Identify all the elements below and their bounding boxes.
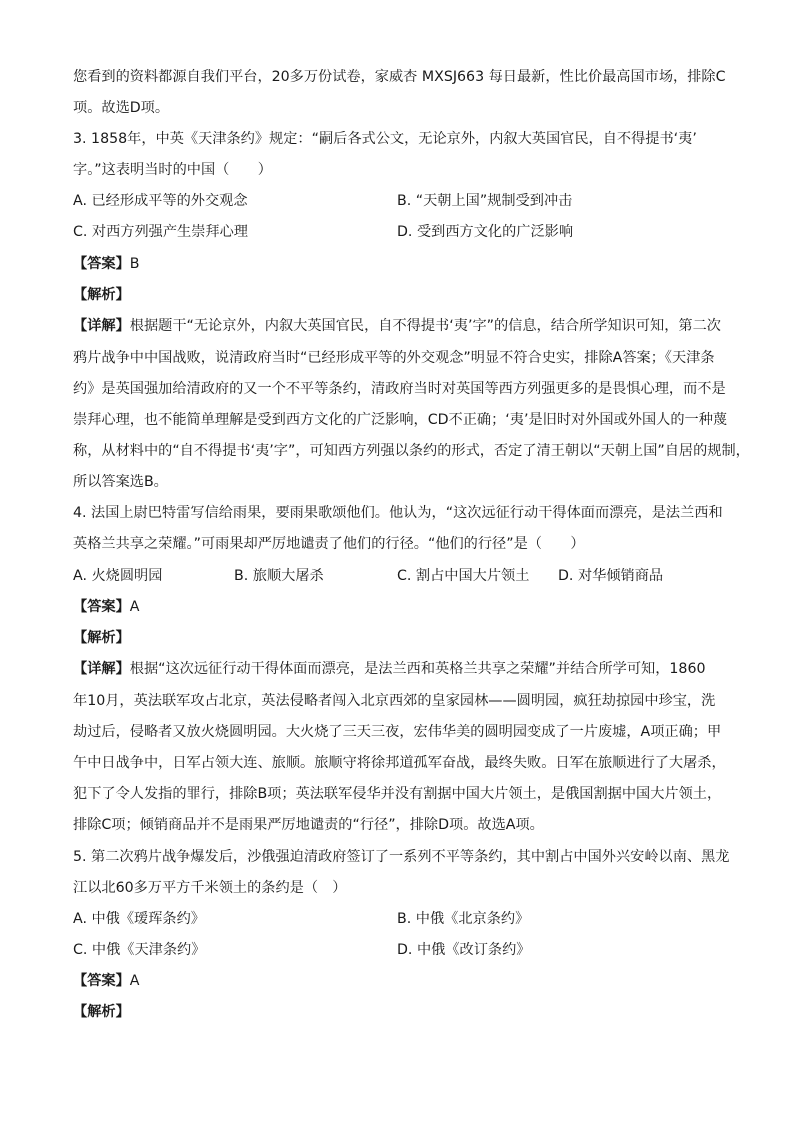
q4-detail-line-5: 犯下了令人发指的罪行，排除B项；英法联军侵华并没有割据中国大片领土，是俄国割据中国大片领土， [73,786,722,802]
q3-option-c: C. 对西方列强产生崇拜心理 [73,224,248,240]
q3-detail-line-5: 称，从材料中的“自不得提书‘夷’字”，可知西方列强以条约的形式，否定了清王朝以“天朝上国”自居的规制， [73,443,750,459]
q5-stem-line-2: 江以北60多万平方千米领土的条约是（ ） [73,880,347,896]
answer-value: B [129,256,140,272]
q3-detail-line-3: 约》是英国强加给清政府的又一个不平等条约，清政府当时对英国等西方列强更多的是畏惧心理，而不是 [73,381,726,397]
answer-value: A [129,599,140,615]
q3-option-a: A. 已经形成平等的外交观念 [73,193,248,209]
q4-analysis-tag: 【解析】 [73,630,130,646]
detail-text: 根据题干“无论京外，内叙大英国官民，自不得提书‘夷’字”的信息，结合所学知识可知，第二次 [129,318,721,334]
q3-stem-line-1: 3. 1858年，中英《天津条约》规定：“嗣后各式公文，无论京外，内叙大英国官民，自不得提书‘夷’ [73,131,697,147]
q4-option-d: D. 对华倾销商品 [558,568,664,584]
q5-stem-line-1: 5. 第二次鸦片战争爆发后，沙俄强迫清政府签订了一系列不平等条约，其中割占中国外兴安岭以南、黑龙 [73,849,730,865]
q4-option-b: B. 旅顺大屠杀 [234,568,324,584]
answer-value: A [129,973,140,989]
q5-option-d: D. 中俄《改订条约》 [397,942,531,958]
intro-line-1: 您看到的资料都源自我们平台，20多万份试卷，家威杏 MXSJ663 每日最新，性比价最高国市场，排除C [73,69,726,85]
q3-analysis-tag: 【解析】 [73,287,130,303]
q4-option-a: A. 火烧圆明园 [73,568,163,584]
q4-answer [73,597,139,617]
answer-tag: 【答案】 [73,599,130,615]
q3-detail-line-2: 鸦片战争中中国战败，说清政府当时“已经形成平等的外交观念”明显不符合史实，排除A答案；《天津条 [73,350,715,366]
q3-detail-line-4: 崇拜心理，也不能简单理解是受到西方文化的广泛影响，CD不正确；‘夷’是旧时对外国或外国人的一种蔑 [73,412,728,428]
q5-answer [73,971,139,991]
q5-option-b: B. 中俄《北京条约》 [397,911,530,927]
intro-line-2: 项。故选D项。 [73,100,170,116]
q4-detail-line-1 [73,659,706,679]
q4-detail-line-3: 劫过后，侵略者又放火烧圆明园。大火烧了三天三夜，宏伟华美的圆明园变成了一片废墟，A项正确；甲 [73,724,722,740]
q4-detail-line-4: 午中日战争中，日军占领大连、旅顺。旅顺守将徐邦道孤军奋战，最终失败。日军在旅顺进行了大屠杀， [73,755,726,771]
q3-stem-line-2: 字。”这表明当时的中国（ ） [73,162,272,178]
q4-option-c: C. 割占中国大片领土 [397,568,530,584]
q5-analysis-tag: 【解析】 [73,1004,130,1020]
q5-option-c: C. 中俄《天津条约》 [73,942,206,958]
q3-option-d: D. 受到西方文化的广泛影响 [397,224,574,240]
q3-answer [73,254,140,274]
q4-detail-line-6: 排除C项；倾销商品并不是雨果严厉地谴责的“行径”，排除D项。故选A项。 [73,817,544,833]
q4-stem-line-2: 英格兰共享之荣耀。”可雨果却严厉地谴责了他们的行径。“他们的行径”是（ ） [73,536,585,552]
q4-detail-line-2: 年10月，英法联军攻占北京，英法侵略者闯入北京西郊的皇家园林——圆明园，疯狂劫掠园中珍宝，洗 [73,693,716,709]
q3-detail-line-6: 所以答案选B。 [73,474,168,490]
detail-tag: 【详解】 [73,661,130,677]
q5-option-a: A. 中俄《瑷珲条约》 [73,911,205,927]
q3-option-b: B. “天朝上国”规制受到冲击 [397,193,573,209]
detail-tag: 【详解】 [73,318,130,334]
q4-stem-line-1: 4. 法国上尉巴特雷写信给雨果，要雨果歌颂他们。他认为，“这次远征行动干得体面而漂亮，是法兰西和 [73,505,723,521]
answer-tag: 【答案】 [73,256,130,272]
q3-detail-line-1 [73,316,721,336]
detail-text: 根据“这次远征行动干得体面而漂亮，是法兰西和英格兰共享之荣耀”并结合所学可知，1860 [129,661,706,677]
answer-tag: 【答案】 [73,973,130,989]
